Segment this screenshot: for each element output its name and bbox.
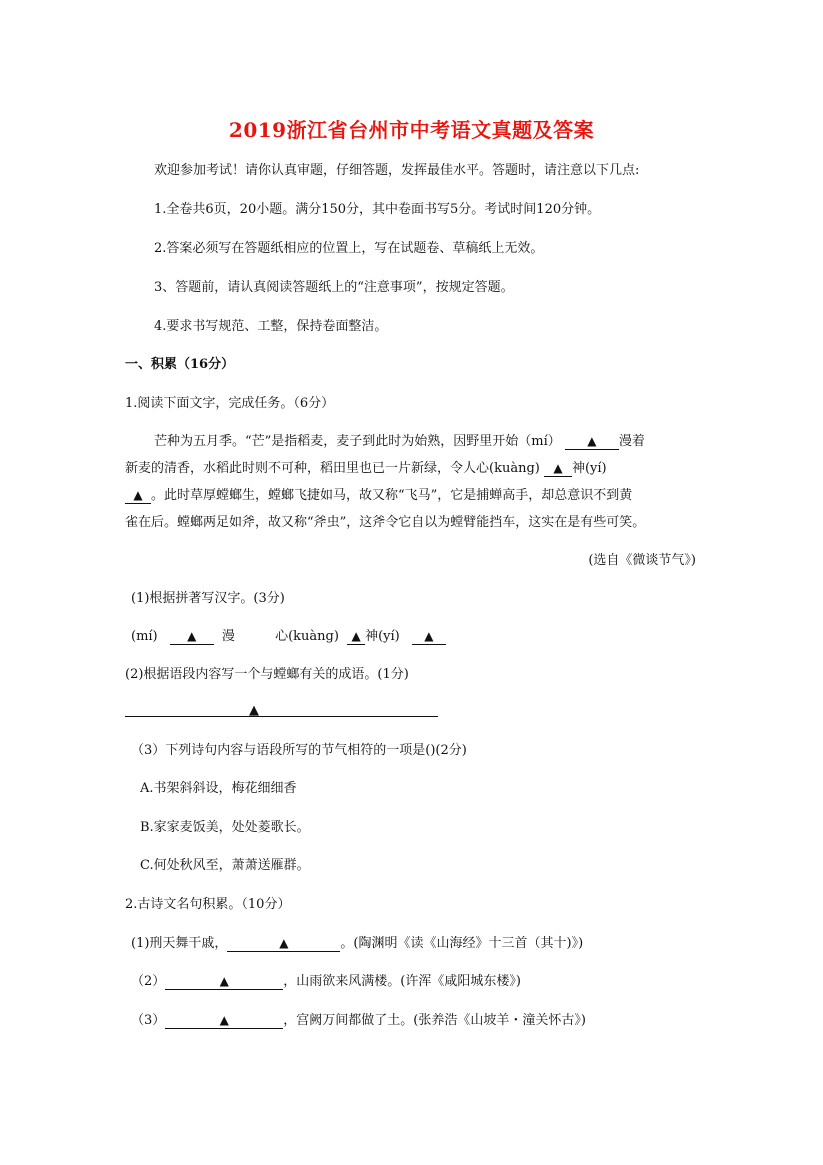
triangle-marker-icon: ▲ (351, 629, 361, 643)
answer-blank-mi[interactable] (565, 434, 619, 450)
triangle-marker-icon: ▲ (219, 974, 229, 988)
answer-blank-kuang-2[interactable] (347, 629, 365, 645)
passage-line-2 (125, 460, 607, 478)
exam-title: 2019浙江省台州市中考语文真题及答案 (228, 118, 595, 142)
pinyin-kuang-label: 心(kuàng) (275, 629, 339, 644)
passage-line-4: 雀在后。螳螂两足如斧，故又称“斧虫”，这斧令它自以为螳臂能挡车，这实在是有些可笑。 (125, 515, 646, 530)
poem-item-prefix: （3） (131, 1013, 166, 1028)
poem-item-suffix: ，山雨欲来风满楼。(许浑《咸阳城东楼》) (283, 974, 521, 989)
poem-item-suffix: 。(陶渊明《读《山海经》十三首（其十)》) (340, 936, 584, 951)
option-a[interactable]: A.书架斜斜设，梅花细细香 (140, 781, 297, 796)
passage-text: 新麦的清香，水稻此时则不可种，稻田里也已一片新绿，令人心(kuàng) (125, 461, 540, 476)
pinyin-mi-label: (mí) (131, 629, 158, 644)
triangle-marker-icon: ▲ (587, 434, 597, 448)
intro-text: 欢迎参加考试！请你认真审题，仔细答题，发挥最佳水平。答题时，请注意以下几点: (154, 163, 640, 178)
char-man: 漫 (221, 629, 235, 644)
sub-question-1-answers (131, 628, 446, 646)
question-1-stem: 1.阅读下面文字，完成任务。（6分） (125, 396, 335, 411)
passage-line-1 (154, 433, 645, 451)
answer-blank-poem-2[interactable] (165, 974, 283, 990)
answer-blank-poem-1[interactable] (227, 936, 340, 952)
triangle-marker-icon: ▲ (133, 488, 143, 502)
passage-source: (选自《微谈节气》) (588, 553, 696, 568)
sub-question-3-stem: （3）下列诗句内容与语段所写的节气相符的一项是()(2分) (131, 743, 467, 758)
option-c[interactable]: C.何处秋风至，萧萧送雁群。 (140, 858, 310, 873)
answer-blank-yi[interactable] (125, 488, 151, 504)
answer-blank-mi-2[interactable] (170, 629, 214, 645)
answer-line-idiom[interactable] (125, 716, 438, 717)
triangle-marker-icon: ▲ (187, 629, 197, 643)
poem-item-1 (131, 935, 583, 953)
passage-text: 芒种为五月季。“芒”是指稻麦，麦子到此时为始熟，因野里开始（mí） (154, 434, 561, 449)
passage-text: 漫着 (618, 434, 645, 449)
poem-item-2 (131, 973, 521, 991)
poem-item-prefix: (1)刑天舞干戚， (131, 936, 228, 951)
poem-item-suffix: ，宫阙万间都做了土。(张养浩《山坡羊・潼关怀古》) (283, 1013, 586, 1028)
instruction-4: 4.要求书写规范、工整，保持卷面整洁。 (154, 319, 388, 334)
passage-text: 。此时草厚螳螂生，螳螂飞捷如马，故又称“飞马”，它是捕蝉高手，却总意识不到黄 (151, 488, 633, 503)
instruction-3: 3、答题前，请认真阅读答题纸上的“注意事项”，按规定答题。 (154, 280, 514, 295)
question-2-stem: 2.古诗文名句积累。（10分） (125, 897, 291, 912)
passage-line-3 (125, 487, 632, 505)
triangle-marker-icon: ▲ (279, 936, 289, 950)
triangle-marker-icon: ▲ (553, 461, 563, 475)
answer-blank-yi-2[interactable] (412, 629, 446, 645)
sub-question-2-stem: (2)根据语段内容写一个与螳螂有关的成语。(1分) (125, 667, 409, 682)
answer-blank-poem-3[interactable] (165, 1013, 283, 1029)
triangle-marker-icon: ▲ (249, 703, 259, 718)
instruction-1: 1.全卷共6页，20小题。满分150分，其中卷面书写5分。考试时间120分钟。 (154, 202, 601, 217)
triangle-marker-icon: ▲ (219, 1013, 229, 1027)
poem-item-prefix: （2） (131, 974, 166, 989)
sub-question-1-stem: (1)根据拼著写汉字。(3分) (131, 591, 285, 606)
instruction-2: 2.答案必须写在答题纸相应的位置上，写在试题卷、草稿纸上无效。 (154, 241, 544, 256)
answer-blank-kuang[interactable] (544, 461, 572, 477)
triangle-marker-icon: ▲ (424, 629, 434, 643)
pinyin-shen-yi-label: 神(yí) (365, 629, 400, 644)
option-b[interactable]: B.家家麦饭美，处处菱歌长。 (140, 820, 310, 835)
poem-item-3 (131, 1012, 586, 1030)
section-heading: 一、积累（16分） (125, 357, 235, 372)
passage-text: 神(yí) (571, 461, 607, 476)
